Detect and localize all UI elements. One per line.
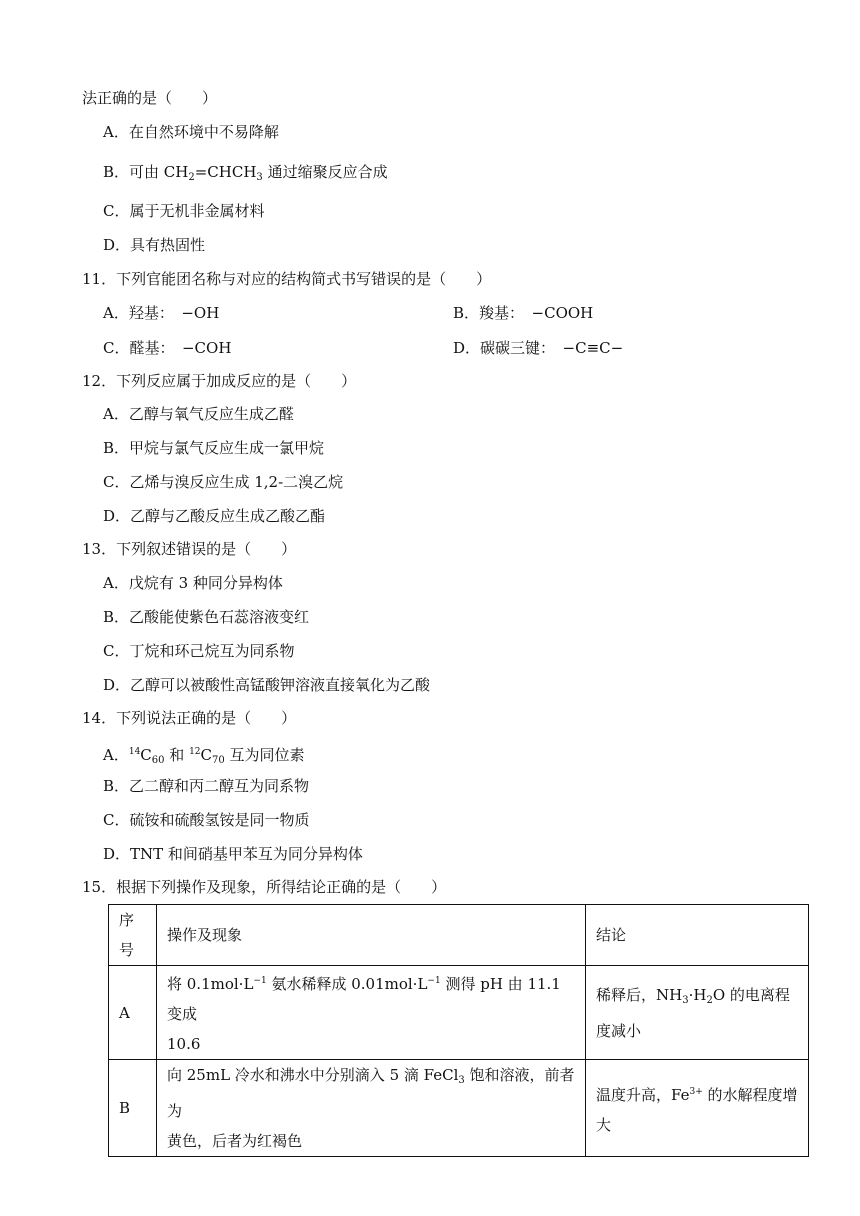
header-conclusion: 结论 xyxy=(586,905,809,966)
q11-option-c: C．醛基： −COH xyxy=(103,339,232,357)
row-b-op-2: 饱和溶液，前者为 xyxy=(167,1066,575,1120)
q11-option-b: B．羧基： −COOH xyxy=(453,304,594,322)
q14-stem: 14．下列说法正确的是（ ） xyxy=(82,709,297,727)
q14-a-c1: C xyxy=(140,746,152,764)
row-b-con-3: 大 xyxy=(596,1115,612,1134)
q14-a-sup2: 12 xyxy=(189,747,201,757)
row-a-con-4: 度减小 xyxy=(596,1021,642,1040)
table-header-row xyxy=(109,905,809,966)
table-row xyxy=(109,966,809,1060)
row-a-con-sub2: 2 xyxy=(706,994,713,1006)
row-a-con-2: ·H xyxy=(688,985,707,1004)
row-b-op-1: 向 25mL 冷水和沸水中分别滴入 5 滴 FeCl xyxy=(167,1066,459,1084)
row-b-op-sub1: 3 xyxy=(458,1075,465,1086)
row-a-con-sub1: 3 xyxy=(682,994,689,1006)
q10-stem-tail: 法正确的是（ ） xyxy=(82,89,218,107)
q10-option-a: A．在自然环境中不易降解 xyxy=(103,123,279,141)
q11-option-a: A．羟基： −OH xyxy=(103,304,220,322)
row-a-id: A xyxy=(109,966,157,1060)
q14-option-b: B．乙二醇和丙二醇互为同系物 xyxy=(103,777,310,795)
row-a-con-1: 稀释后，NH xyxy=(596,985,683,1004)
q14-option-c: C．硫铵和硫酸氢铵是同一物质 xyxy=(103,811,310,829)
q10-option-c: C．属于无机非金属材料 xyxy=(103,202,265,220)
q11-option-d: D．碳碳三键： −C≡C− xyxy=(453,339,624,357)
q10-option-d: D．具有热固性 xyxy=(103,236,206,254)
q12-option-a: A．乙醇与氧气反应生成乙醛 xyxy=(103,405,294,423)
q11-stem: 11．下列官能团名称与对应的结构简式书写错误的是（ ） xyxy=(82,270,492,288)
row-b-id: B xyxy=(109,1060,157,1157)
q15-stem: 15．根据下列操作及现象，所得结论正确的是（ ） xyxy=(82,878,447,896)
row-a-op-sup2: −1 xyxy=(427,976,441,986)
header-operation: 操作及现象 xyxy=(157,905,586,966)
row-a-op-2: 氨水稀释成 0.01mol·L xyxy=(266,975,428,993)
q14-option-d: D．TNT 和间硝基甲苯互为同分异构体 xyxy=(103,845,363,863)
q14-a-post: 互为同位素 xyxy=(224,746,305,764)
row-a-op-4: 10.6 xyxy=(167,1035,201,1053)
q12-option-d: D．乙醇与乙酸反应生成乙酸乙酯 xyxy=(103,507,326,525)
row-a-op-sup1: −1 xyxy=(253,976,267,986)
row-b-conclusion xyxy=(586,1060,809,1157)
q14-a-sup1: 14 xyxy=(128,747,141,757)
q13-option-b: B．乙酸能使紫色石蕊溶液变红 xyxy=(103,608,310,626)
q10-option-b-post: 通过缩聚反应合成 xyxy=(262,163,388,181)
table-row xyxy=(109,1060,809,1157)
q12-option-b: B．甲烷与氯气反应生成一氯甲烷 xyxy=(103,439,325,457)
row-b-con-sup1: 3+ xyxy=(689,1086,703,1097)
q12-stem: 12．下列反应属于加成反应的是（ ） xyxy=(82,372,357,390)
header-index: 序号 xyxy=(109,905,157,966)
row-a-op-3: 测得 pH 由 11.1 变成 xyxy=(167,975,561,1023)
q13-option-c: C．丁烷和环己烷互为同系物 xyxy=(103,642,295,660)
q12-option-c: C．乙烯与溴反应生成 1,2-二溴乙烷 xyxy=(103,473,344,491)
q10-option-b xyxy=(103,162,388,188)
row-a-con-3: O 的电离程 xyxy=(712,985,790,1004)
row-b-operation xyxy=(157,1060,586,1157)
q14-a-c2: C xyxy=(200,746,212,764)
q15-table xyxy=(108,904,809,1157)
q10-option-b-pre: B．可由 CH xyxy=(103,163,189,181)
row-a-op-1: 将 0.1mol·L xyxy=(167,975,254,993)
q10-option-b-sub2: 3 xyxy=(256,172,263,183)
q13-option-a: A．戊烷有 3 种同分异构体 xyxy=(103,574,283,592)
q10-option-b-mid: =CHCH xyxy=(194,163,257,181)
q14-a-mid: 和 xyxy=(164,746,190,764)
q14-a-pre: A． xyxy=(103,746,129,764)
q14-option-a xyxy=(103,742,305,771)
q14-a-sub1: 60 xyxy=(151,755,165,766)
q14-a-sub2: 70 xyxy=(212,755,225,766)
row-b-con-2: 的水解程度增 xyxy=(702,1085,798,1104)
row-b-op-3: 黄色，后者为红褐色 xyxy=(167,1132,303,1150)
q13-option-d: D．乙醇可以被酸性高锰酸钾溶液直接氧化为乙酸 xyxy=(103,676,431,694)
row-b-con-1: 温度升高，Fe xyxy=(596,1085,690,1104)
row-a-conclusion xyxy=(586,966,809,1060)
q10-option-b-sub1: 2 xyxy=(188,172,195,183)
q13-stem: 13．下列叙述错误的是（ ） xyxy=(82,540,297,558)
row-a-operation xyxy=(157,966,586,1060)
